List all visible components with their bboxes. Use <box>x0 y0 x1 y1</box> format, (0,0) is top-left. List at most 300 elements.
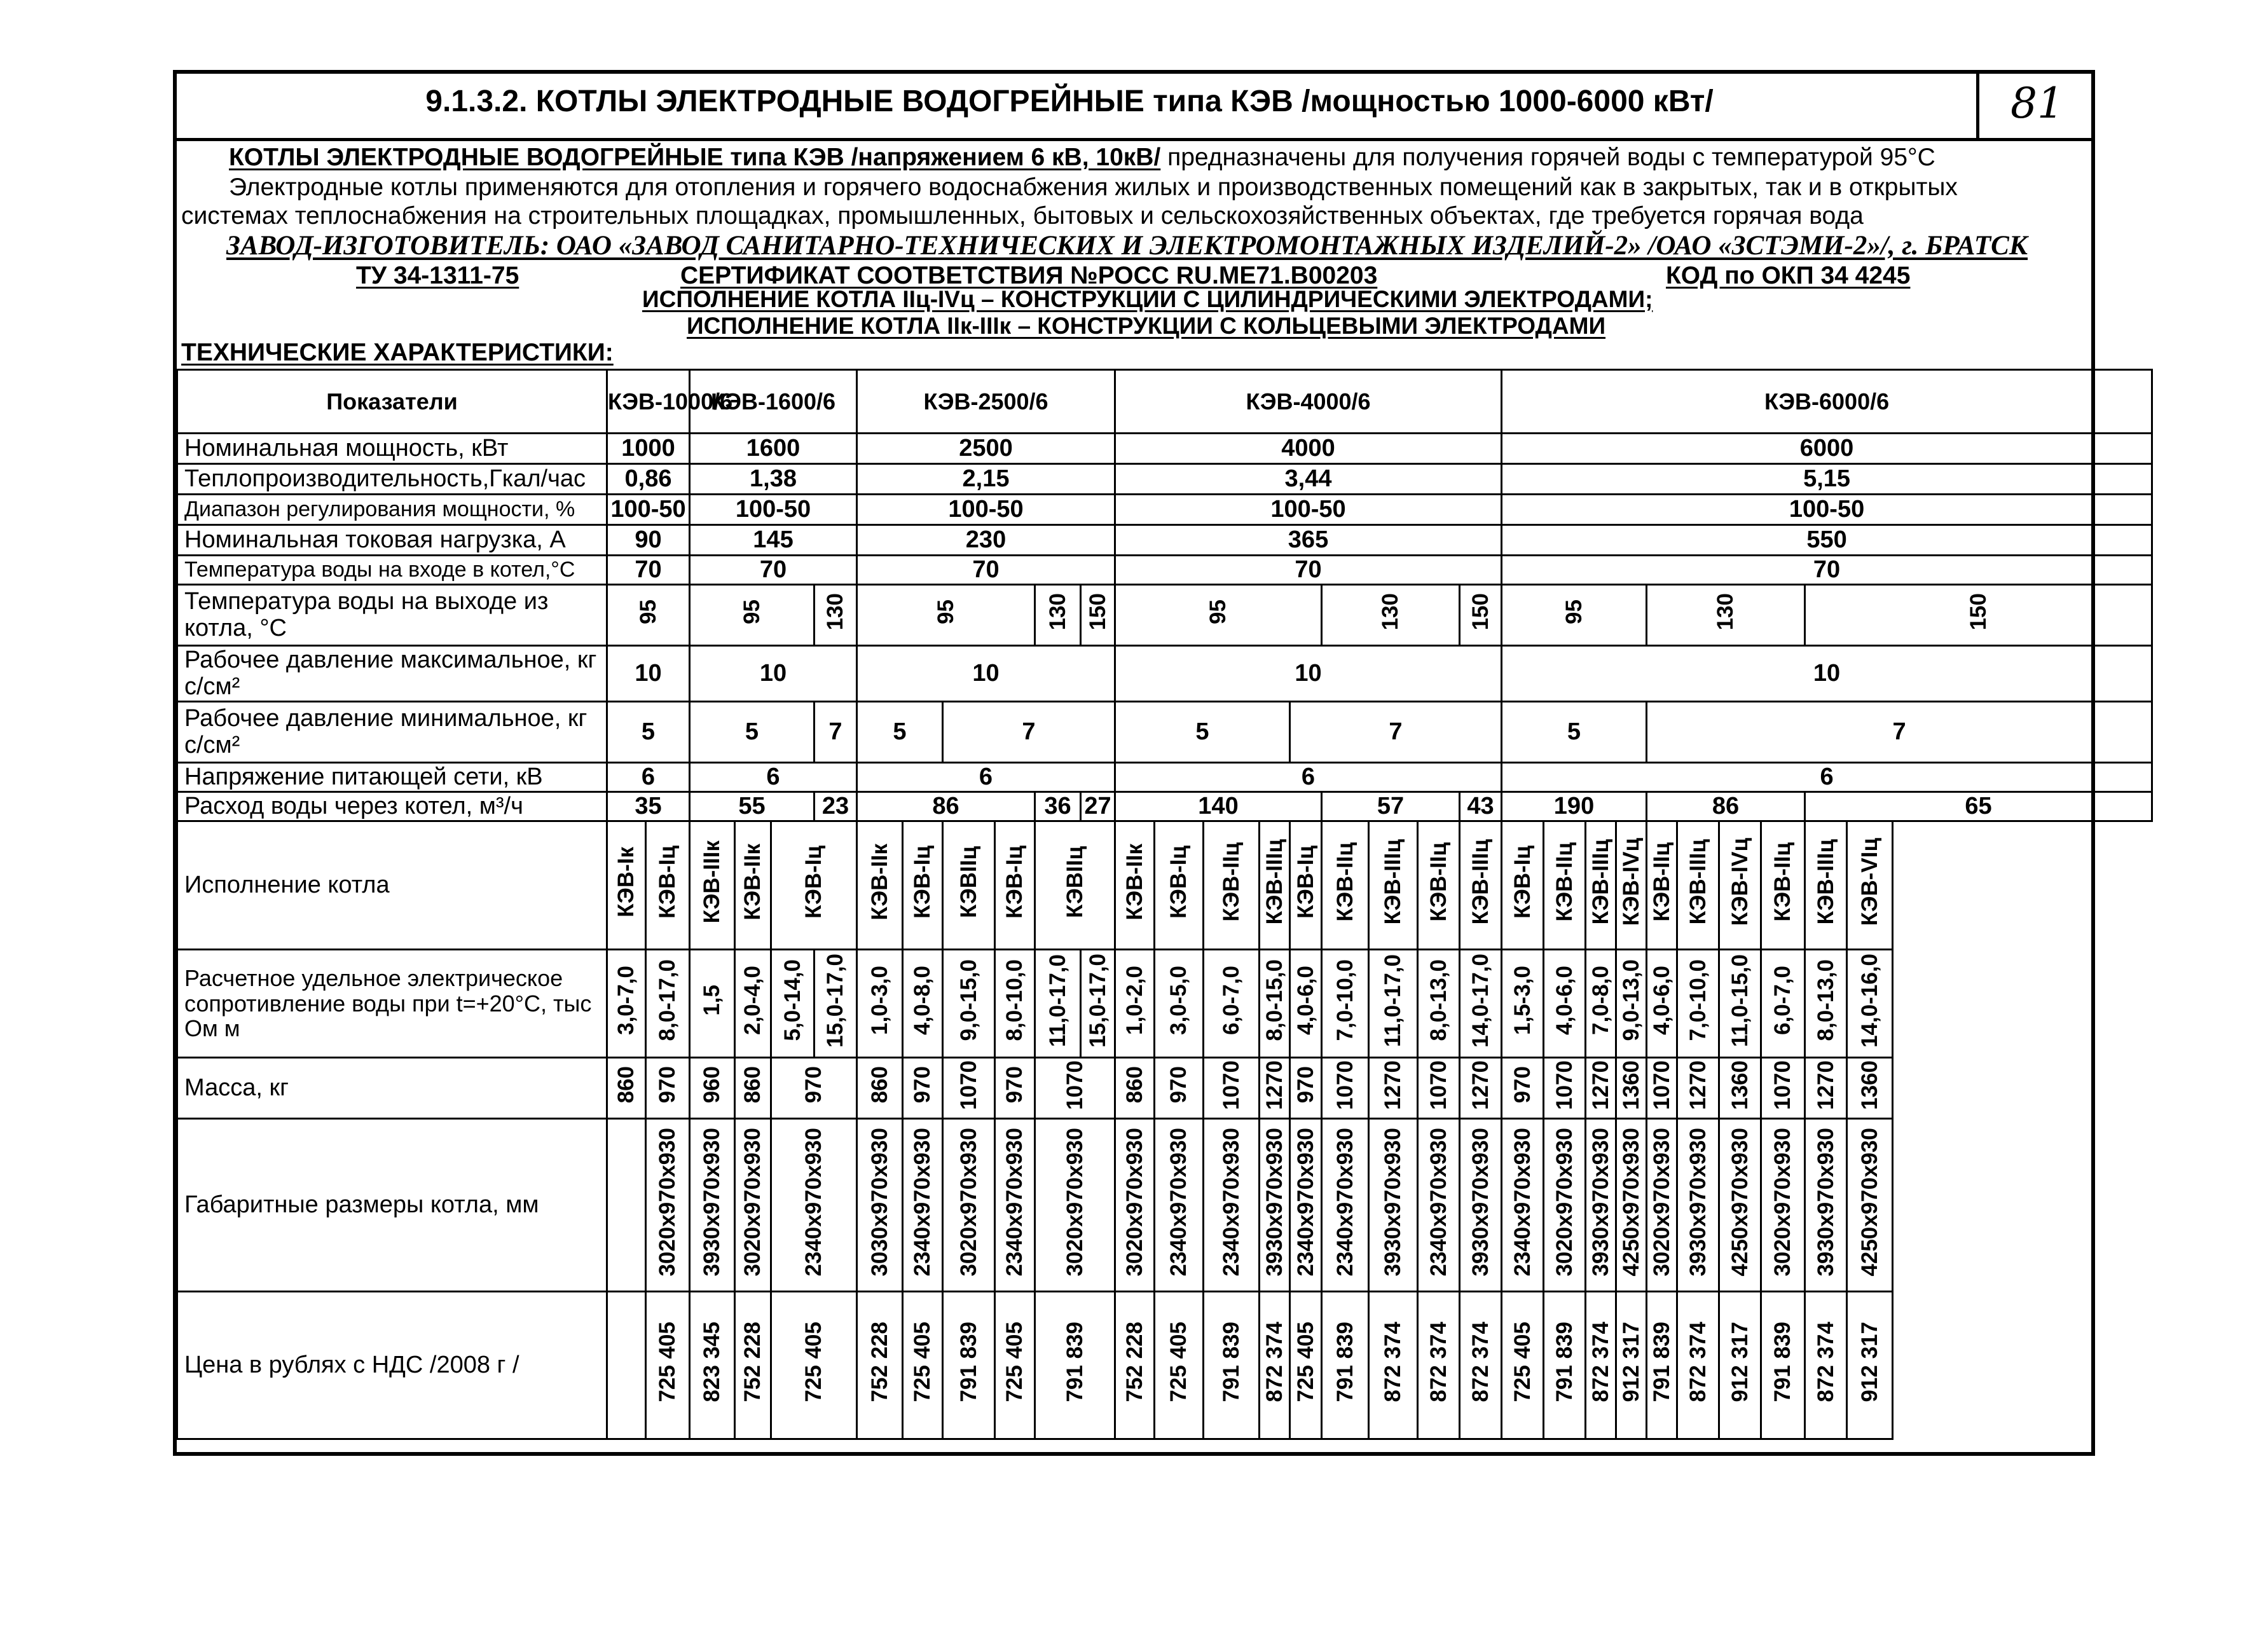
mass-cell <box>1586 1058 1616 1119</box>
mass-cell <box>943 1058 995 1119</box>
resistance-cell <box>735 950 771 1058</box>
variant-cell <box>1155 821 1204 950</box>
dims-value: 2340x970x930 <box>1332 1127 1357 1277</box>
mass-value: 1070 <box>1551 1060 1577 1110</box>
variant-cell <box>1677 821 1719 950</box>
variant-value: КЭВ-Iц <box>910 846 935 919</box>
variant-cell <box>1544 821 1586 950</box>
mass-cell <box>1155 1058 1204 1119</box>
mass-value: 1360 <box>1727 1060 1752 1110</box>
variant-cell <box>903 821 943 950</box>
resistance-value: 9,0-13,0 <box>1618 959 1644 1041</box>
variant-value: КЭВ-IIIц <box>1467 839 1493 925</box>
price-value: 912 317 <box>1857 1322 1882 1402</box>
resistance-value: 1,0-3,0 <box>867 966 892 1035</box>
voltage-2500: 6 <box>857 763 1115 792</box>
mass-value: 860 <box>867 1066 892 1104</box>
variant-value: КЭВ-IIIк <box>699 840 724 924</box>
dims-cell <box>1115 1119 1155 1292</box>
mass-cell <box>903 1058 943 1119</box>
dims-value: 3020x970x930 <box>1649 1127 1674 1277</box>
price-value: 912 317 <box>1727 1322 1752 1402</box>
voltage-4000: 6 <box>1115 763 1502 792</box>
heat-2500: 2,15 <box>857 464 1115 495</box>
t-out-cell <box>690 585 814 646</box>
mass-cell <box>1761 1058 1805 1119</box>
price-value: 725 405 <box>655 1322 680 1402</box>
page-number-box <box>1976 70 2095 141</box>
dims-value: 2340x970x930 <box>1426 1127 1451 1277</box>
mass-cell <box>1418 1058 1460 1119</box>
label-p-min: Рабочее давление минимальное, кг с/см² <box>177 702 607 763</box>
dims-cell <box>1616 1119 1647 1292</box>
intro-line-1 <box>229 144 1935 172</box>
label-range: Диапазон регулирования мощности, % <box>177 495 607 525</box>
mass-value: 1270 <box>1467 1060 1493 1110</box>
variant-cell <box>1847 821 1893 950</box>
price-value: 725 405 <box>801 1322 826 1402</box>
mass-value: 1270 <box>1380 1060 1405 1110</box>
range-2500: 100-50 <box>857 495 1115 525</box>
t-in-1000: 70 <box>607 556 690 585</box>
flow-value: 86 <box>1647 792 1805 821</box>
t-out-value: 130 <box>1713 593 1738 631</box>
mass-value: 970 <box>910 1066 935 1104</box>
dims-cell <box>1260 1119 1290 1292</box>
resistance-cell <box>857 950 903 1058</box>
mass-cell <box>1460 1058 1502 1119</box>
t-out-cell <box>607 585 690 646</box>
dims-value: 2340x970x930 <box>801 1127 826 1277</box>
dims-value: 2340x970x930 <box>910 1127 935 1277</box>
flow-value: 57 <box>1322 792 1460 821</box>
power-1000: 1000 <box>607 434 690 464</box>
price-cell <box>1322 1292 1369 1439</box>
resistance-cell <box>1081 950 1115 1058</box>
variant-value: КЭВ-IIк <box>740 844 765 921</box>
mass-cell <box>1502 1058 1544 1119</box>
variant-value: КЭВ-IVц <box>1727 838 1752 926</box>
flow-value: 190 <box>1502 792 1647 821</box>
resistance-cell <box>1260 950 1290 1058</box>
price-cell <box>1035 1292 1115 1439</box>
t-out-cell <box>1460 585 1502 646</box>
variant-value: КЭВ-IVц <box>1618 838 1644 926</box>
variant-cell <box>735 821 771 950</box>
resistance-value: 3,0-5,0 <box>1166 966 1191 1035</box>
resistance-value: 2,0-4,0 <box>740 966 765 1035</box>
price-cell <box>646 1292 690 1439</box>
mass-value: 970 <box>655 1066 680 1104</box>
dims-cell <box>1204 1119 1260 1292</box>
resistance-value: 11,0-15,0 <box>1727 954 1752 1047</box>
resistance-cell <box>1115 950 1155 1058</box>
label-p-max: Рабочее давление максимальное, кг с/см² <box>177 646 607 702</box>
price-value: 791 839 <box>1332 1322 1357 1402</box>
mass-value: 970 <box>1509 1066 1535 1104</box>
price-cell <box>735 1292 771 1439</box>
intro-heading: КОТЛЫ ЭЛЕКТРОДНЫЕ ВОДОГРЕЙНЫЕ типа КЭВ /напряжением 6 кВ, 10кВ/ <box>229 144 1161 171</box>
variant-value: КЭВIIц <box>956 846 981 918</box>
variant-cell <box>1115 821 1155 950</box>
variant-value: КЭВIIц <box>1062 846 1087 918</box>
dims-value: 3020x970x930 <box>655 1127 680 1277</box>
t-in-6000: 70 <box>1502 556 2152 585</box>
p-max-2500: 10 <box>857 646 1115 702</box>
dims-value: 2340x970x930 <box>1293 1127 1318 1277</box>
resistance-value: 6,0-7,0 <box>1218 966 1244 1035</box>
certificate: СЕРТИФИКАТ СООТВЕТСТВИЯ №РОСС RU.МЕ71.В00203 <box>680 262 1378 289</box>
t-in-2500: 70 <box>857 556 1115 585</box>
t-out-value: 150 <box>1467 593 1493 631</box>
resistance-cell <box>607 950 646 1058</box>
mass-value: 1270 <box>1588 1060 1613 1110</box>
t-in-4000: 70 <box>1115 556 1502 585</box>
dims-cell <box>735 1119 771 1292</box>
dims-cell <box>1647 1119 1677 1292</box>
resistance-value: 15,0-17,0 <box>1085 953 1110 1048</box>
label-current: Номинальная токовая нагрузка, А <box>177 525 607 556</box>
dims-cell <box>1502 1119 1544 1292</box>
t-in-1600: 70 <box>690 556 857 585</box>
dims-cell <box>1805 1119 1847 1292</box>
variant-cell <box>1418 821 1460 950</box>
resistance-cell <box>646 950 690 1058</box>
range-1000: 100-50 <box>607 495 690 525</box>
tech-heading: ТЕХНИЧЕСКИЕ ХАРАКТЕРИСТИКИ: <box>181 339 614 366</box>
t-out-value: 130 <box>1378 593 1403 631</box>
price-cell <box>1586 1292 1616 1439</box>
range-6000: 100-50 <box>1502 495 2152 525</box>
mass-cell <box>1616 1058 1647 1119</box>
mass-cell <box>1290 1058 1322 1119</box>
dims-cell <box>1460 1119 1502 1292</box>
mass-cell <box>1322 1058 1369 1119</box>
variant-value: КЭВ-Iц <box>1002 846 1027 919</box>
resistance-cell <box>1035 950 1081 1058</box>
variant-value: КЭВ-IIIц <box>1685 839 1710 925</box>
p-min-value: 7 <box>1647 702 2152 763</box>
t-out-value: 95 <box>1206 599 1230 624</box>
price-cell <box>1418 1292 1460 1439</box>
dims-cell <box>1322 1119 1369 1292</box>
price-cell <box>771 1292 857 1439</box>
dims-value: 4250x970x930 <box>1727 1127 1752 1277</box>
mass-value: 1270 <box>1685 1060 1710 1110</box>
mass-value: 1070 <box>1332 1060 1357 1110</box>
dims-value: 3020x970x930 <box>1770 1127 1795 1277</box>
variant-cell <box>1460 821 1502 950</box>
variant-cell <box>1805 821 1847 950</box>
price-value: 752 228 <box>867 1322 892 1402</box>
resistance-value: 8,0-13,0 <box>1813 959 1838 1041</box>
dims-cell <box>607 1119 646 1292</box>
price-cell <box>1544 1292 1586 1439</box>
price-cell <box>1616 1292 1647 1439</box>
mass-value: 1070 <box>1218 1060 1244 1110</box>
tu-code: ТУ 34-1311-75 <box>356 262 519 289</box>
t-out-cell <box>1081 585 1115 646</box>
price-cell <box>1369 1292 1418 1439</box>
mass-cell <box>857 1058 903 1119</box>
price-value: 725 405 <box>1293 1322 1318 1402</box>
variant-cell <box>943 821 995 950</box>
t-out-cell <box>1647 585 1805 646</box>
mass-cell <box>646 1058 690 1119</box>
mass-cell <box>1805 1058 1847 1119</box>
t-out-cell <box>1115 585 1322 646</box>
mass-cell <box>1369 1058 1418 1119</box>
variant-cell <box>1260 821 1290 950</box>
price-value: 872 374 <box>1588 1322 1613 1402</box>
variant-value: КЭВ-IIц <box>1770 842 1795 922</box>
variant-value: КЭВ-IIк <box>1122 844 1147 921</box>
price-cell <box>1155 1292 1204 1439</box>
mass-cell <box>607 1058 646 1119</box>
price-value: 752 228 <box>740 1322 765 1402</box>
dims-value: 3930x970x930 <box>1467 1127 1493 1277</box>
resistance-value: 8,0-15,0 <box>1261 959 1287 1041</box>
flow-value: 27 <box>1081 792 1115 821</box>
title-bar <box>173 70 2095 141</box>
dims-cell <box>1677 1119 1719 1292</box>
flow-value: 55 <box>690 792 814 821</box>
mass-cell <box>1847 1058 1893 1119</box>
range-4000: 100-50 <box>1115 495 1502 525</box>
resistance-cell <box>1418 950 1460 1058</box>
resistance-cell <box>903 950 943 1058</box>
dims-value: 3930x970x930 <box>1685 1127 1710 1277</box>
power-6000: 6000 <box>1502 434 2152 464</box>
voltage-1600: 6 <box>690 763 857 792</box>
variant-value: КЭВ-Iц <box>1509 846 1535 919</box>
page-number: 81 <box>2010 79 2064 128</box>
variant-value: КЭВ-IIц <box>1551 842 1577 922</box>
flow-value: 86 <box>857 792 1035 821</box>
mass-cell <box>1677 1058 1719 1119</box>
variant-value: КЭВ-Iц <box>801 846 826 919</box>
variant-cell <box>1322 821 1369 950</box>
price-value: 912 317 <box>1618 1322 1644 1402</box>
resistance-cell <box>1805 950 1847 1058</box>
current-4000: 365 <box>1115 525 1502 556</box>
p-min-value: 5 <box>690 702 814 763</box>
variant-cell <box>690 821 735 950</box>
label-heat: Теплопроизводительность,Гкал/час <box>177 464 607 495</box>
label-resistance: Расчетное удельное электрическое сопротивление воды при t=+20°С, тыс Ом м <box>177 950 607 1058</box>
current-2500: 230 <box>857 525 1115 556</box>
price-value: 872 374 <box>1261 1322 1287 1402</box>
heat-1600: 1,38 <box>690 464 857 495</box>
variant-cell <box>1290 821 1322 950</box>
price-value: 725 405 <box>1509 1322 1535 1402</box>
resistance-cell <box>1586 950 1616 1058</box>
resistance-value: 14,0-17,0 <box>1467 953 1493 1048</box>
p-min-value: 5 <box>607 702 690 763</box>
dims-cell <box>1847 1119 1893 1292</box>
mass-value: 970 <box>1166 1066 1191 1104</box>
t-out-value: 95 <box>739 599 764 624</box>
dims-value: 3020x970x930 <box>1062 1127 1087 1277</box>
resistance-value: 15,0-17,0 <box>823 953 848 1048</box>
label-dims: Габаритные размеры котла, мм <box>177 1119 607 1292</box>
resistance-cell <box>1719 950 1761 1058</box>
current-1600: 145 <box>690 525 857 556</box>
mass-cell <box>1719 1058 1761 1119</box>
price-cell <box>1677 1292 1719 1439</box>
variant-value: КЭВ-Iц <box>1166 846 1191 919</box>
p-min-value: 5 <box>857 702 943 763</box>
price-cell <box>607 1292 646 1439</box>
t-out-value: 150 <box>1085 593 1110 631</box>
dims-cell <box>1586 1119 1616 1292</box>
variant-cell <box>1719 821 1761 950</box>
mass-value: 970 <box>1002 1066 1027 1104</box>
mass-value: 1070 <box>1770 1060 1795 1110</box>
t-out-value: 150 <box>1965 593 1991 631</box>
resistance-cell <box>1155 950 1204 1058</box>
dims-value: 3030x970x930 <box>867 1127 892 1277</box>
variant-cell <box>995 821 1035 950</box>
model-header-1000: КЭВ-1000/6 <box>607 370 690 434</box>
manufacturer: ЗАВОД-ИЗГОТОВИТЕЛЬ: ОАО «ЗАВОД САНИТАРНО-ТЕХНИЧЕСКИХ И ЭЛЕКТРОМОНТАЖНЫХ ИЗДЕЛИЙ-2» /ОАО «ЗСТЭМИ-2»/, г. БРАТСК <box>226 231 2028 261</box>
mass-value: 1070 <box>1649 1060 1674 1110</box>
resistance-value: 9,0-15,0 <box>956 959 981 1041</box>
variant-value: КЭВ-IIIц <box>1380 839 1405 925</box>
variant-value: КЭВ-Iц <box>1293 846 1318 919</box>
price-value: 791 839 <box>1770 1322 1795 1402</box>
price-cell <box>1847 1292 1893 1439</box>
mass-value: 1070 <box>1062 1060 1087 1110</box>
price-cell <box>1260 1292 1290 1439</box>
heat-4000: 3,44 <box>1115 464 1502 495</box>
t-out-value: 130 <box>823 593 848 631</box>
mass-cell <box>995 1058 1035 1119</box>
variant-value: КЭВ-IIц <box>1649 842 1674 922</box>
mass-cell <box>690 1058 735 1119</box>
price-cell <box>1502 1292 1544 1439</box>
price-value: 752 228 <box>1122 1322 1147 1402</box>
dims-value: 3930x970x930 <box>1813 1127 1838 1277</box>
resistance-value: 3,0-7,0 <box>614 966 638 1035</box>
resistance-value: 7,0-8,0 <box>1588 966 1613 1035</box>
dims-value: 3020x970x930 <box>740 1127 765 1277</box>
flow-value: 36 <box>1035 792 1081 821</box>
price-cell <box>1290 1292 1322 1439</box>
label-t-in: Температура воды на входе в котел,°С <box>177 556 607 585</box>
t-out-value: 95 <box>933 599 958 624</box>
dims-cell <box>1544 1119 1586 1292</box>
mass-value: 1270 <box>1261 1060 1287 1110</box>
t-out-cell <box>1805 585 2152 646</box>
mass-cell <box>1115 1058 1155 1119</box>
variant-value: КЭВ-IIIц <box>1261 839 1287 925</box>
p-min-value: 5 <box>1502 702 1647 763</box>
resistance-cell <box>690 950 735 1058</box>
dims-value: 3020x970x930 <box>1551 1127 1577 1277</box>
dims-value: 2340x970x930 <box>1166 1127 1191 1277</box>
flow-value: 140 <box>1115 792 1322 821</box>
resistance-value: 1,0-2,0 <box>1122 966 1147 1035</box>
heat-6000: 5,15 <box>1502 464 2152 495</box>
price-value: 791 839 <box>1551 1322 1577 1402</box>
resistance-value: 11,0-17,0 <box>1380 954 1405 1047</box>
price-value: 725 405 <box>910 1322 935 1402</box>
price-cell <box>1460 1292 1502 1439</box>
dims-cell <box>943 1119 995 1292</box>
price-value: 725 405 <box>1166 1322 1191 1402</box>
heat-1000: 0,86 <box>607 464 690 495</box>
resistance-cell <box>1322 950 1369 1058</box>
p-min-value: 7 <box>814 702 857 763</box>
voltage-6000: 6 <box>1502 763 2152 792</box>
variant-cell <box>1616 821 1647 950</box>
spec-table <box>176 369 2153 1440</box>
mass-value: 1270 <box>1813 1060 1838 1110</box>
p-max-1600: 10 <box>690 646 857 702</box>
dims-cell <box>771 1119 857 1292</box>
resistance-cell <box>1460 950 1502 1058</box>
range-1600: 100-50 <box>690 495 857 525</box>
variant-note-1: ИСПОЛНЕНИЕ КОТЛА IIц-IVц – КОНСТРУКЦИИ С ЦИЛИНДРИЧЕСКИМИ ЭЛЕКТРОДАМИ; <box>642 286 1653 312</box>
flow-value: 23 <box>814 792 857 821</box>
current-1000: 90 <box>607 525 690 556</box>
dims-cell <box>690 1119 735 1292</box>
price-value: 872 374 <box>1426 1322 1451 1402</box>
variant-value: КЭВ-IIIц <box>1813 839 1838 925</box>
dims-value: 2340x970x930 <box>1509 1127 1535 1277</box>
t-out-cell <box>857 585 1035 646</box>
dims-value: 4250x970x930 <box>1618 1127 1644 1277</box>
p-min-value: 5 <box>1115 702 1290 763</box>
mass-value: 960 <box>699 1066 724 1104</box>
mass-cell <box>1035 1058 1115 1119</box>
resistance-cell <box>943 950 995 1058</box>
label-flow: Расход воды через котел, м³/ч <box>177 792 607 821</box>
flow-value: 43 <box>1460 792 1502 821</box>
p-min-value: 7 <box>943 702 1115 763</box>
variant-cell <box>1204 821 1260 950</box>
variant-value: КЭВ-IIк <box>867 844 892 921</box>
resistance-value: 14,0-16,0 <box>1857 953 1882 1048</box>
dims-cell <box>903 1119 943 1292</box>
label-voltage: Напряжение питающей сети, кВ <box>177 763 607 792</box>
mass-cell <box>735 1058 771 1119</box>
variant-note-2: ИСПОЛНЕНИЕ КОТЛА IIк-IIIк – КОНСТРУКЦИИ С КОЛЬЦЕВЫМИ ЭЛЕКТРОДАМИ <box>687 313 1606 339</box>
variant-cell <box>1369 821 1418 950</box>
dims-value: 2340x970x930 <box>1218 1127 1244 1277</box>
label-t-out: Температура воды на выходе из котла, °С <box>177 585 607 646</box>
price-cell <box>1805 1292 1847 1439</box>
resistance-value: 6,0-7,0 <box>1770 966 1795 1035</box>
voltage-1000: 6 <box>607 763 690 792</box>
dims-cell <box>1155 1119 1204 1292</box>
resistance-cell <box>814 950 857 1058</box>
mass-value: 1070 <box>956 1060 981 1110</box>
variant-value: КЭВ-IIц <box>1218 842 1244 922</box>
resistance-value: 7,0-10,0 <box>1332 959 1357 1041</box>
resistance-cell <box>1647 950 1677 1058</box>
resistance-cell <box>1290 950 1322 1058</box>
variant-cell <box>1647 821 1677 950</box>
dims-value: 3930x970x930 <box>1588 1127 1613 1277</box>
intro-line-1-text: предназначены для получения горячей воды с температурой 95°С <box>1160 144 1935 171</box>
resistance-value: 8,0-13,0 <box>1426 959 1451 1041</box>
dims-value: 3020x970x930 <box>956 1127 981 1277</box>
resistance-value: 11,0-17,0 <box>1045 954 1070 1047</box>
model-header-1600: КЭВ-1600/6 <box>690 370 857 434</box>
model-header-6000: КЭВ-6000/6 <box>1502 370 2152 434</box>
